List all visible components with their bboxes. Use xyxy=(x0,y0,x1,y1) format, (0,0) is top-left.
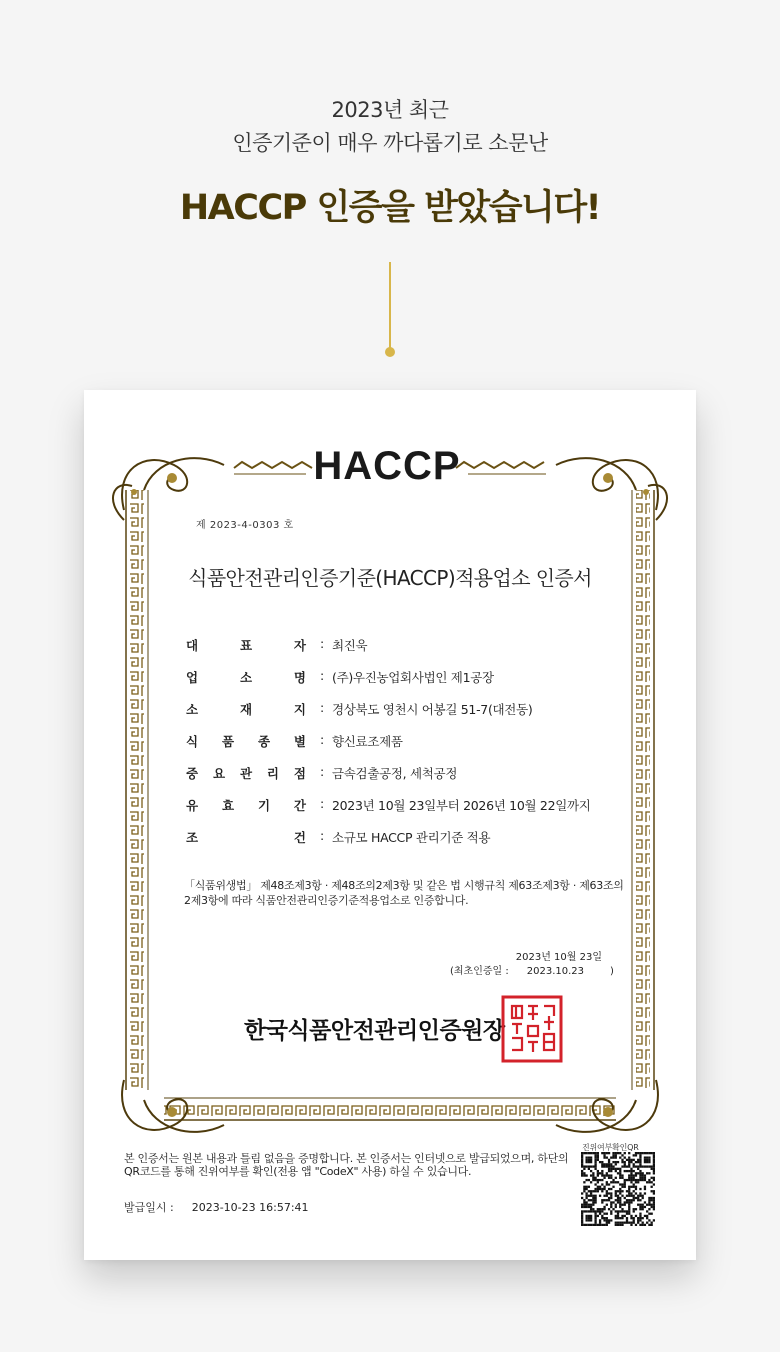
field-colon: : xyxy=(320,764,325,779)
first-cert-value: 2023.10.23 xyxy=(526,966,585,977)
certificate-document xyxy=(84,390,696,1260)
authenticity-notice: 본 인증서는 원본 내용과 틀림 없음을 증명합니다. 본 인증서는 인터넷으로 발급되었으며, 하단의 QR코드를 통해 진위여부를 확인(전용 앱 "CodeX" 사용) 하실 수 있습니다. xyxy=(124,1152,569,1178)
field-colon: : xyxy=(320,828,325,843)
connector-line xyxy=(389,262,391,350)
field-row xyxy=(186,668,646,700)
field-label: 대 표 자 xyxy=(186,638,306,653)
field-value: 2023년 10월 23일부터 2026년 10월 22일까지 xyxy=(332,798,591,813)
qr-code-icon[interactable] xyxy=(581,1152,655,1226)
intro-line-1: 2023년 최근 xyxy=(331,98,449,122)
field-value: (주)우진농업회사법인 제1공장 xyxy=(332,670,494,685)
field-value: 향신료조제품 xyxy=(332,734,403,749)
connector-dot xyxy=(385,347,395,357)
field-value: 경상북도 영천시 어봉길 51-7(대전동) xyxy=(332,702,533,717)
field-value: 소규모 HACCP 관리기준 적용 xyxy=(332,830,491,845)
haccp-logo: HACCP xyxy=(313,444,461,488)
field-colon: : xyxy=(320,796,325,811)
intro-line-2: 인증기준이 매우 까다롭기로 소문난 xyxy=(232,131,548,155)
issued-at-label: 발급일시 : xyxy=(124,1201,174,1214)
field-row xyxy=(186,732,646,764)
field-row xyxy=(186,700,646,732)
field-label: 업 소 명 xyxy=(186,670,306,685)
field-row xyxy=(186,796,646,828)
issued-at-value: 2023-10-23 16:57:41 xyxy=(191,1201,309,1214)
field-value: 최진욱 xyxy=(332,638,368,653)
first-cert-label: (최초인증일 : xyxy=(450,966,509,977)
field-label: 식 품 종 별 xyxy=(186,734,306,749)
field-value: 금속검출공정, 세척공정 xyxy=(332,766,458,781)
qr-caption: 진위여부확인QR xyxy=(582,1143,639,1152)
issuer-name: 한국식품안전관리인증원장 xyxy=(244,1018,505,1044)
certificate-fields xyxy=(186,636,646,860)
official-seal-icon xyxy=(500,994,564,1064)
field-colon: : xyxy=(320,668,325,683)
issue-date: 2023년 10월 23일 xyxy=(515,952,602,963)
certificate-title: 식품안전관리인증기준(HACCP)적용업소 인증서 xyxy=(188,566,592,590)
field-label: 중 요 관 리 점 xyxy=(186,766,306,781)
first-cert-close: ) xyxy=(610,966,614,977)
issued-datetime xyxy=(124,1199,309,1215)
field-colon: : xyxy=(320,732,325,747)
legal-basis-text: 「식품위생법」 제48조제3항 · 제48조의2제3항 및 같은 법 시행규칙 제63조제3항 · 제63조의2제3항에 따라 식품안전관리인증기준적용업소로 인증합니다. xyxy=(184,879,624,907)
field-label: 소 재 지 xyxy=(186,702,306,717)
field-row xyxy=(186,828,646,860)
first-certification xyxy=(450,962,614,977)
field-row xyxy=(186,636,646,668)
intro-headline: HACCP 인증을 받았습니다! xyxy=(179,188,601,228)
certificate-number: 제 2023-4-0303 호 xyxy=(196,520,294,531)
field-label: 유 효 기 간 xyxy=(186,798,306,813)
field-label: 조 건 xyxy=(186,830,306,845)
field-row xyxy=(186,764,646,796)
field-colon: : xyxy=(320,636,325,651)
field-colon: : xyxy=(320,700,325,715)
